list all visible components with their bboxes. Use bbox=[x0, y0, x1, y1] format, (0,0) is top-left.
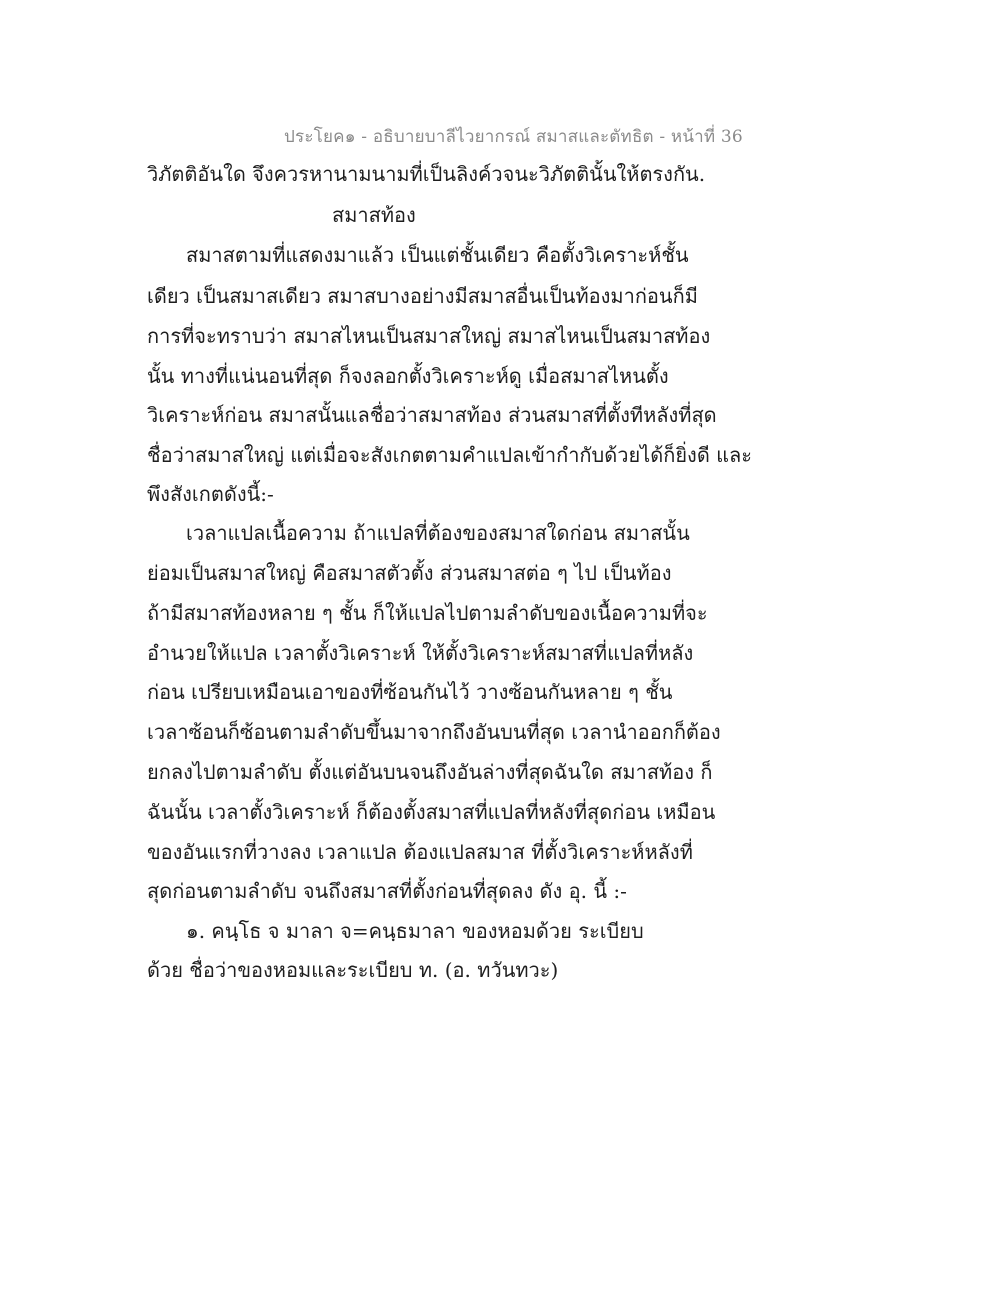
text-line-3: สมาสตามที่แสดงมาแล้ว เป็นแต่ชั้นเดียว คือตั้งวิเคราะห์ชั้น bbox=[186, 243, 689, 267]
text-line-15: เวลาซ้อนก็ซ้อนตามลำดับขึ้นมาจากถึงอันบนที่สุด เวลานำออกก็ต้อง bbox=[147, 720, 721, 744]
text-line-14: ก่อน เปรียบเหมือนเอาของที่ซ้อนกันไว้ วางซ้อนกันหลาย ๆ ชั้น bbox=[147, 680, 673, 704]
text-line-18: ของอันแรกที่วางลง เวลาแปล ต้องแปลสมาส ที่ตั้งวิเคราะห์หลังที่ bbox=[147, 840, 693, 864]
text-line-13: อำนวยให้แปล เวลาตั้งวิเคราะห์ ให้ตั้งวิเคราะห์สมาสที่แปลที่หลัง bbox=[147, 641, 694, 665]
text-line-11: ย่อมเป็นสมาสใหญ่ คือสมาสตัวตั้ง ส่วนสมาสต่อ ๆ ไป เป็นท้อง bbox=[147, 561, 672, 585]
text-line-4: เดียว เป็นสมาสเดียว สมาสบางอย่างมีสมาสอื่นเป็นท้องมาก่อนก็มี bbox=[147, 284, 698, 308]
text-line-8: ชื่อว่าสมาสใหญ่ แต่เมื่อจะสังเกตตามคำแปลเข้ากำกับด้วยได้ก็ยิ่งดี และ bbox=[147, 443, 753, 467]
text-line-10: เวลาแปลเนื้อความ ถ้าแปลที่ต้องของสมาสใดก่อน สมาสนั้น bbox=[186, 521, 690, 545]
text-line-17: ฉันนั้น เวลาตั้งวิเคราะห์ ก็ต้องตั้งสมาสที่แปลที่หลังที่สุดก่อน เหมือน bbox=[147, 800, 716, 824]
text-line-1: วิภัตติอันใด จึงควรหานามนามที่เป็นลิงค์วจนะวิภัตตินั้นให้ตรงกัน. bbox=[147, 162, 706, 186]
text-line-21: ด้วย ชื่อว่าของหอมและระเบียบ ท. (อ. ทวันทวะ) bbox=[147, 958, 559, 982]
text-line-19: สุดก่อนตามลำดับ จนถึงสมาสที่ตั้งก่อนที่สุดลง ดัง อุ. นี้ :- bbox=[147, 879, 627, 903]
text-line-16: ยกลงไปตามลำดับ ตั้งแต่อันบนจนถึงอันล่างที่สุดฉันใด สมาสท้อง ก็ bbox=[147, 760, 713, 784]
text-line-12: ถ้ามีสมาสท้องหลาย ๆ ชั้น ก็ให้แปลไปตามลำดับของเนื้อความที่จะ bbox=[147, 601, 708, 625]
text-line-20: ๑. คนฺโธ จ มาลา จ=คนฺธมาลา ของหอมด้วย ระเบียบ bbox=[186, 919, 644, 943]
text-line-7: วิเคราะห์ก่อน สมาสนั้นแลชื่อว่าสมาสท้อง ส่วนสมาสที่ตั้งทีหลังที่สุด bbox=[147, 403, 717, 427]
text-line-5: การที่จะทราบว่า สมาสไหนเป็นสมาสใหญ่ สมาสไหนเป็นสมาสท้อง bbox=[147, 324, 711, 348]
text-line-9: พึงสังเกตดังนี้:- bbox=[147, 482, 274, 506]
text-line-6: นั้น ทางที่แน่นอนที่สุด ก็จงลอกตั้งวิเคราะห์ดู เมื่อสมาสไหนตั้ง bbox=[147, 364, 669, 388]
section-title: สมาสท้อง bbox=[332, 203, 416, 227]
running-header: ประโยค๑ - อธิบายบาลีไวยากรณ์ สมาสและตัทธิต - หน้าที่ 36 bbox=[284, 127, 743, 147]
